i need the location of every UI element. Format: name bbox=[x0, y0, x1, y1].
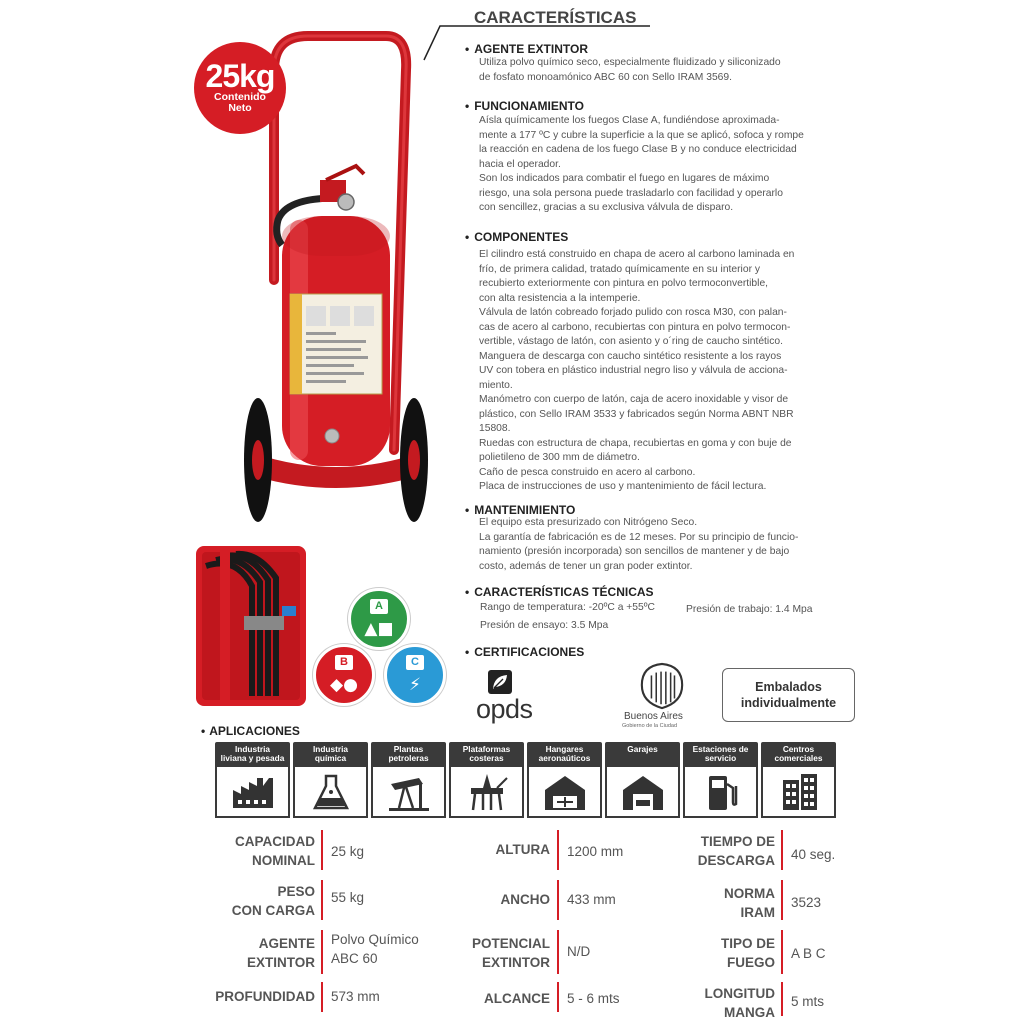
working-pressure: Presión de trabajo: 1.4 Mpa bbox=[686, 604, 813, 615]
spec-label-capacidad bbox=[200, 832, 315, 870]
text-line: mente a 177 ºC y cubre la superficie a la que se aplicó, sofoca y rompe bbox=[479, 129, 804, 141]
application-label bbox=[293, 742, 368, 767]
buenos-aires-shield-icon bbox=[638, 662, 686, 710]
text-line: Aísla químicamente los fuegos Clase A, fundiéndose aproximada- bbox=[479, 115, 780, 126]
label-line-1: Plataformas bbox=[462, 744, 511, 754]
section-body-componentes bbox=[479, 248, 825, 495]
application-estaciones-servicio bbox=[683, 742, 758, 818]
spec-label-longitud bbox=[660, 984, 775, 1022]
section-body-mantenimiento bbox=[479, 516, 825, 574]
label-line-2: aeronaúticos bbox=[538, 753, 591, 763]
text-line: namiento (presión incorporada) son sencillos de mantener y de bajo bbox=[479, 546, 790, 557]
text-line: riesgo, una sola persona puede trasladarlo con facilidad y operarlo bbox=[479, 187, 783, 199]
application-industria-quimica bbox=[293, 742, 368, 818]
text-line: cas de acero al carbono, recubiertas con pintura en polvo termocon- bbox=[479, 321, 791, 333]
application-plantas-petroleras bbox=[371, 742, 446, 818]
spec-value-altura: 1200 mm bbox=[567, 844, 624, 859]
badge-weight: 25kg bbox=[205, 58, 275, 94]
label-line-1: Plantas bbox=[393, 744, 424, 754]
label-line-2: química bbox=[314, 753, 347, 763]
spec-label-line: IRAM bbox=[740, 905, 775, 920]
spec-value-norma: 3523 bbox=[791, 895, 822, 910]
liquid-fuel-icon: ◆● bbox=[330, 675, 358, 695]
applications-heading: • APLICACIONES bbox=[201, 724, 300, 738]
application-label bbox=[527, 742, 602, 767]
text-line: El cilindro está construido en chapa de acero al carbono laminada en bbox=[479, 249, 795, 260]
section-body-agente bbox=[479, 56, 825, 85]
spec-value-tipo: A B C bbox=[791, 946, 826, 961]
page-title: CARACTERÍSTICAS bbox=[474, 8, 637, 27]
fire-class-b-letter: B bbox=[335, 655, 353, 670]
spec-divider bbox=[781, 830, 783, 870]
text-line: El equipo esta presurizado con Nitrógeno Seco. bbox=[479, 517, 698, 528]
buenos-aires-subtext: Gobierno de la Ciudad bbox=[622, 723, 678, 729]
building-icon bbox=[775, 772, 823, 812]
spec-label-line: NOMINAL bbox=[252, 853, 315, 868]
spec-value-line: ABC 60 bbox=[331, 951, 378, 966]
spec-divider bbox=[321, 880, 323, 920]
opds-logo-text: opds bbox=[476, 694, 533, 724]
text-line: Son los indicados para combatir el fuego en lugares de máximo bbox=[479, 173, 770, 184]
label-line-2: costeras bbox=[469, 753, 504, 763]
section-heading-funcionamiento: • FUNCIONAMIENTO bbox=[465, 99, 584, 113]
spec-label-ancho: ANCHO bbox=[500, 892, 550, 907]
packaging-line-1: Embalados bbox=[755, 680, 822, 694]
fire-class-c-letter: C bbox=[406, 655, 424, 670]
hangar-icon bbox=[541, 772, 589, 812]
text-line: miento. bbox=[479, 379, 513, 391]
spec-value-capacidad: 25 kg bbox=[331, 844, 365, 859]
fire-class-a-letter: A bbox=[370, 599, 388, 614]
application-label bbox=[605, 742, 680, 767]
spec-label-line: LONGITUD bbox=[704, 986, 775, 1001]
section-heading-mantenimiento: • MANTENIMIENTO bbox=[465, 503, 575, 517]
text-line: Ruedas con estructura de chapa, recubiertas en goma y con buje de bbox=[479, 437, 792, 449]
spec-value-agente bbox=[331, 930, 419, 968]
text-line: frío, de primera calidad, tratado químicamente en su interior y bbox=[479, 263, 761, 275]
label-line-2: comerciales bbox=[774, 753, 823, 763]
spec-divider bbox=[321, 830, 323, 870]
spec-label-potencial bbox=[440, 934, 550, 972]
spec-label-tiempo bbox=[660, 832, 775, 870]
spec-divider bbox=[557, 982, 559, 1012]
packaging-box bbox=[722, 668, 855, 722]
fire-class-b-badge bbox=[313, 644, 375, 706]
spec-value-potencial: N/D bbox=[567, 944, 591, 959]
spec-label-line: CAPACIDAD bbox=[235, 834, 315, 849]
content-weight-badge bbox=[194, 42, 286, 134]
opds-leaf-icon bbox=[488, 670, 512, 694]
spec-label-line: MANGA bbox=[724, 1005, 775, 1020]
spec-value-tiempo: 40 seg. bbox=[791, 847, 836, 862]
text-line: recubierto exteriormente con pintura en polvo termoconvertible, bbox=[479, 278, 769, 289]
hose-detail-image bbox=[196, 546, 306, 706]
section-body-funcionamiento bbox=[479, 114, 825, 216]
text-line: polietileno de 300 mm de diámetro. bbox=[479, 452, 640, 463]
text-line: Utiliza polvo químico seco, especialmente fluidizado y siliconizado bbox=[479, 57, 781, 68]
spec-label-profundidad: PROFUNDIDAD bbox=[215, 989, 315, 1004]
label-line-1: Estaciones de bbox=[692, 744, 749, 754]
spec-label-alcance: ALCANCE bbox=[484, 991, 550, 1006]
spec-divider bbox=[781, 880, 783, 920]
label-line-1: Garajes bbox=[627, 744, 658, 754]
spec-divider bbox=[321, 930, 323, 974]
spec-label-line: PESO bbox=[277, 884, 315, 899]
text-line: de fosfato monoamónico ABC 60 con Sello IRAM 3569. bbox=[479, 71, 732, 83]
spec-label-line: AGENTE bbox=[258, 936, 315, 951]
label-line-1: Centros bbox=[782, 744, 815, 754]
spec-divider bbox=[557, 830, 559, 870]
label-line-2: servicio bbox=[704, 753, 737, 763]
spec-value-ancho: 433 mm bbox=[567, 892, 616, 907]
test-pressure: Presión de ensayo: 3.5 Mpa bbox=[480, 620, 609, 631]
offshore-platform-icon bbox=[463, 772, 511, 812]
fuel-pump-icon bbox=[697, 772, 745, 812]
text-line: Manómetro con cuerpo de latón, caja de acero inoxidable y visor de bbox=[479, 394, 789, 405]
text-line: La garantía de fabricación es de 12 meses. Por su principio de funcio- bbox=[479, 531, 799, 543]
spec-label-line: DESCARGA bbox=[697, 853, 775, 868]
spec-label-line: TIEMPO DE bbox=[700, 834, 775, 849]
label-line-1: Industria bbox=[234, 744, 271, 754]
label-line-1: Hangares bbox=[545, 744, 584, 754]
application-label bbox=[371, 742, 446, 767]
text-line: Válvula de latón cobreado forjado pulido con rosca M30, con palan- bbox=[479, 307, 787, 318]
text-line: plástico, con Sello IRAM 3533 y fabricados según Norma ABNT NBR bbox=[479, 408, 794, 420]
spec-divider bbox=[557, 930, 559, 974]
buenos-aires-text: Buenos Aires bbox=[624, 711, 683, 722]
spec-value-longitud: 5 mts bbox=[791, 994, 825, 1009]
wood-paper-icon: ▲■ bbox=[364, 619, 394, 639]
text-line: Manguera de descarga con caucho sintético resistente a los rayos bbox=[479, 350, 782, 362]
spec-label-line: EXTINTOR bbox=[246, 955, 315, 970]
application-garajes bbox=[605, 742, 680, 818]
spec-value-line: Polvo Químico bbox=[331, 932, 419, 947]
text-line: hacia el operador. bbox=[479, 158, 561, 170]
flask-icon bbox=[307, 772, 355, 812]
text-line: Placa de instrucciones de uso y mantenimiento de fácil lectura. bbox=[479, 481, 767, 492]
text-line: la reacción en cadena de los fuego Clase B y no conduce electricidad bbox=[479, 144, 797, 155]
spec-value-alcance: 5 - 6 mts bbox=[567, 991, 620, 1006]
text-line: costo, además de tener un gran poder extintor. bbox=[479, 560, 693, 572]
spec-label-tipo bbox=[660, 934, 775, 972]
label-line-1: Industria bbox=[312, 744, 349, 754]
label-line-2: petroleras bbox=[388, 753, 429, 763]
garage-icon bbox=[619, 772, 667, 812]
badge-line-1: Contenido bbox=[214, 91, 266, 103]
section-heading-certificaciones: • CERTIFICACIONES bbox=[465, 645, 584, 659]
fire-class-c-badge bbox=[384, 644, 446, 706]
spec-divider bbox=[781, 930, 783, 974]
spec-label-agente bbox=[200, 934, 315, 972]
spec-label-altura: ALTURA bbox=[495, 842, 550, 857]
spec-label-line: FUEGO bbox=[726, 955, 775, 970]
text-line: Caño de pesca construido en acero al carbono. bbox=[479, 466, 696, 478]
application-hangares bbox=[527, 742, 602, 818]
spec-label-line: EXTINTOR bbox=[481, 955, 550, 970]
application-label bbox=[215, 742, 290, 767]
text-line: vertible, vástago de latón, con asiento y o´ring de caucho sintético. bbox=[479, 336, 783, 347]
spec-label-line: POTENCIAL bbox=[471, 936, 550, 951]
section-heading-componentes: • COMPONENTES bbox=[465, 230, 568, 244]
application-label bbox=[683, 742, 758, 767]
application-industria-liviana bbox=[215, 742, 290, 818]
text-line: con alta resistencia a la intemperie. bbox=[479, 292, 641, 304]
spec-label-line: CON CARGA bbox=[231, 903, 315, 918]
application-label bbox=[449, 742, 524, 767]
application-label bbox=[761, 742, 836, 767]
spec-divider bbox=[557, 880, 559, 920]
temperature-range: Rango de temperatura: -20ºC a +55ºC bbox=[480, 602, 655, 613]
packaging-line-2: individualmente bbox=[740, 696, 837, 710]
oil-pump-icon bbox=[385, 772, 433, 812]
spec-label-norma bbox=[660, 884, 775, 922]
section-heading-agente: • AGENTE EXTINTOR bbox=[465, 42, 588, 56]
text-line: 15808. bbox=[479, 423, 511, 434]
spec-label-line: TIPO DE bbox=[720, 936, 775, 951]
spec-divider bbox=[781, 982, 783, 1016]
label-line-2: liviana y pesada bbox=[220, 753, 285, 763]
spec-divider bbox=[321, 982, 323, 1012]
spec-value-profundidad: 573 mm bbox=[331, 989, 380, 1004]
spec-label-peso bbox=[200, 882, 315, 920]
section-heading-tecnicas: • CARACTERÍSTICAS TÉCNICAS bbox=[465, 585, 654, 599]
electric-plug-icon: ⚡ bbox=[409, 675, 421, 695]
factory-icon bbox=[229, 772, 277, 812]
spec-label-line: NORMA bbox=[724, 886, 775, 901]
text-line: con sencillez, gracias a su exclusiva válvula de disparo. bbox=[479, 202, 734, 213]
badge-line-2: Neto bbox=[228, 102, 252, 114]
application-plataformas-costeras bbox=[449, 742, 524, 818]
text-line: UV con tobera en plástico industrial negro liso y válvula de acciona- bbox=[479, 365, 788, 376]
application-centros-comerciales bbox=[761, 742, 836, 818]
fire-class-a-badge bbox=[348, 588, 410, 650]
spec-value-peso: 55 kg bbox=[331, 890, 365, 905]
